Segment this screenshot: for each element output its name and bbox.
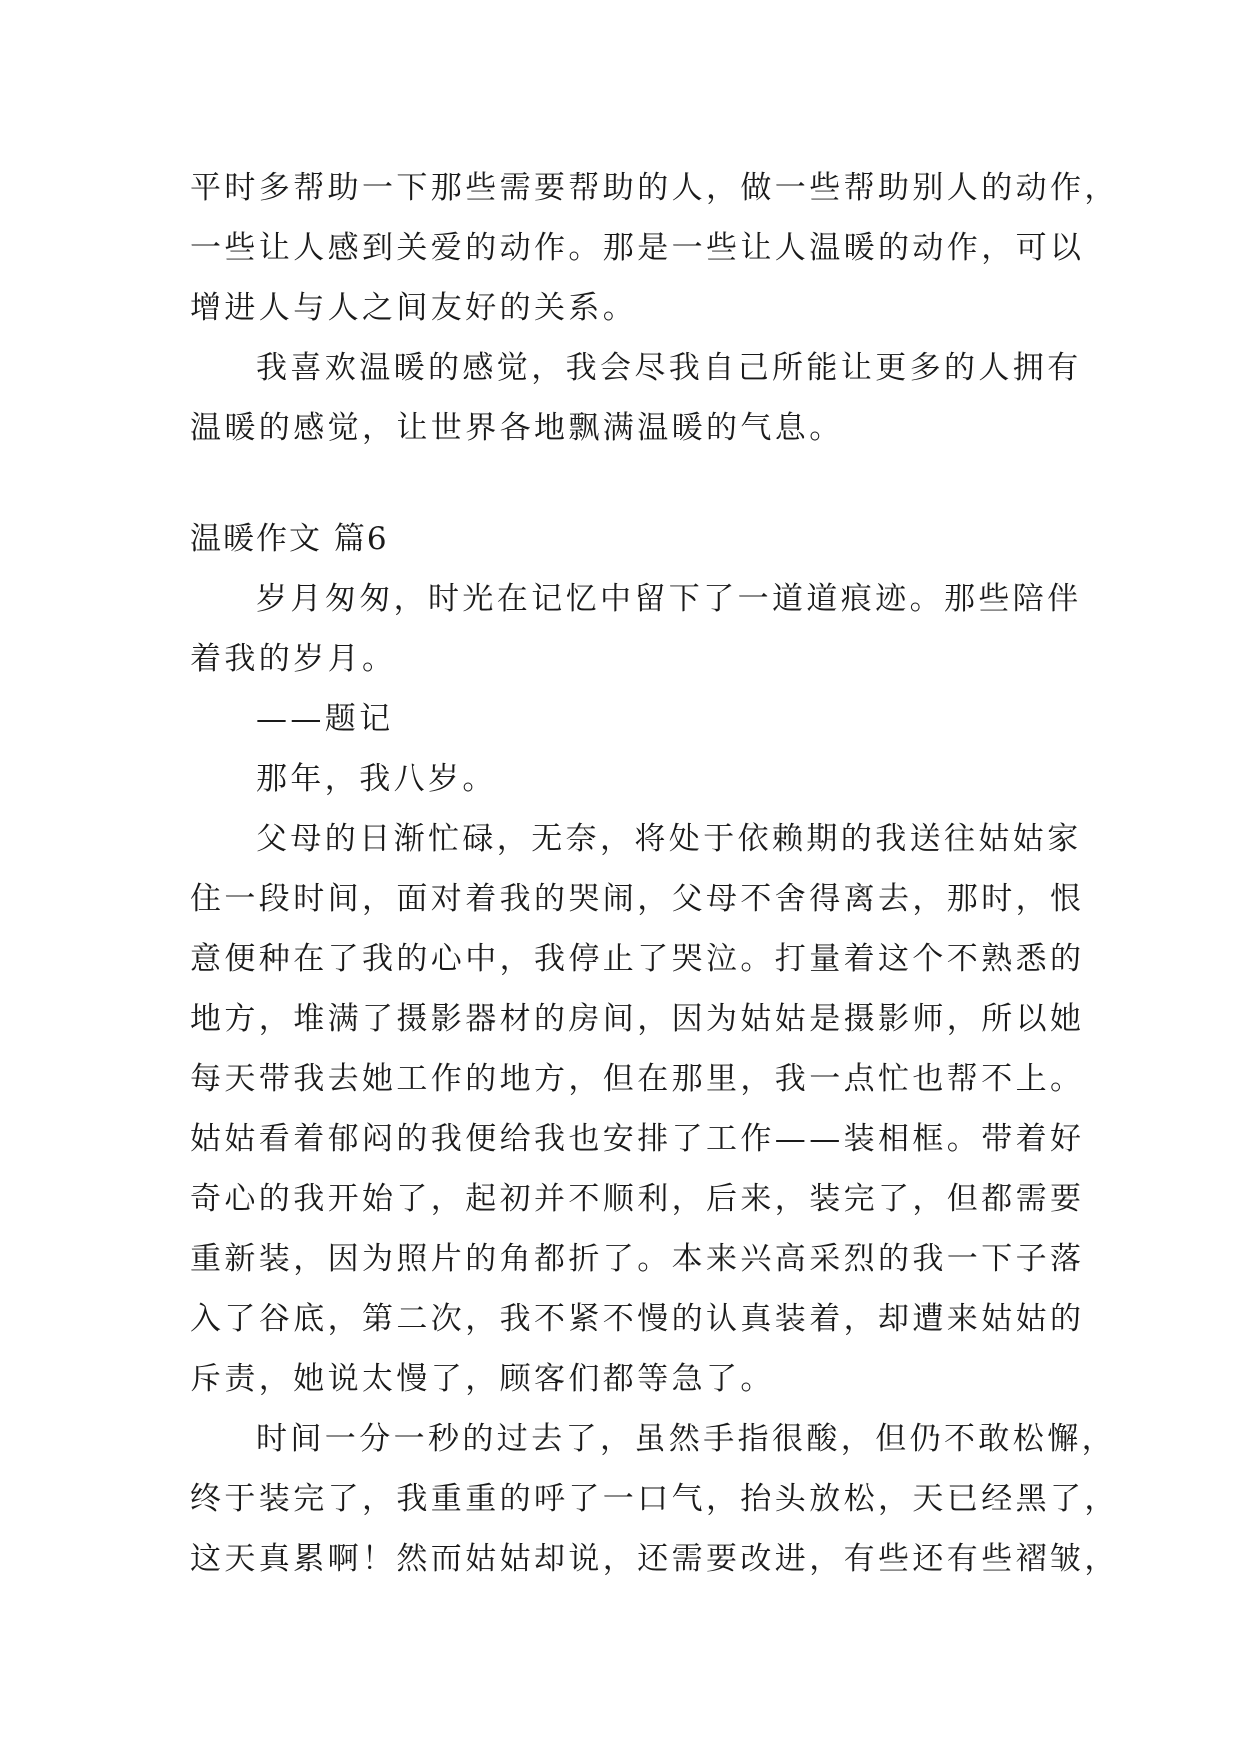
paragraph-line: 平时多帮助一下那些需要帮助的人，做一些帮助别人的动作，	[190, 170, 1119, 206]
paragraph-line: 一些让人感到关爱的动作。那是一些让人温暖的动作，可以	[190, 230, 1085, 266]
paragraph-line: 着我的岁月。	[190, 641, 397, 677]
paragraph-line: 这天真累啊！然而姑姑却说，还需要改进，有些还有些褶皱，	[190, 1541, 1119, 1577]
paragraph-line: 地方，堆满了摄影器材的房间，因为姑姑是摄影师，所以她	[190, 1001, 1085, 1037]
paragraph-line: 入了谷底，第二次，我不紧不慢的认真装着，却遭来姑姑的	[190, 1301, 1085, 1337]
paragraph-line: 奇心的我开始了，起初并不顺利，后来，装完了，但都需要	[190, 1181, 1085, 1217]
epigraph-attribution: ——题记	[256, 701, 394, 737]
paragraph-line: 温暖的感觉，让世界各地飘满温暖的气息。	[190, 410, 844, 446]
paragraph-line: 意便种在了我的心中，我停止了哭泣。打量着这个不熟悉的	[190, 941, 1085, 977]
paragraph-line: 终于装完了，我重重的呼了一口气，抬头放松，天已经黑了，	[190, 1481, 1119, 1517]
paragraph-line: 住一段时间，面对着我的哭闹，父母不舍得离去，那时，恨	[190, 881, 1085, 917]
paragraph-line: 父母的日渐忙碌，无奈，将处于依赖期的我送往姑姑家	[256, 821, 1082, 857]
paragraph-line: 岁月匆匆，时光在记忆中留下了一道道痕迹。那些陪伴	[256, 581, 1082, 617]
paragraph-line: 斥责，她说太慢了，顾客们都等急了。	[190, 1361, 775, 1397]
paragraph-line: 重新装，因为照片的角都折了。本来兴高采烈的我一下子落	[190, 1241, 1085, 1277]
section-heading: 温暖作文 篇6	[190, 521, 389, 557]
paragraph-line: 姑姑看着郁闷的我便给我也安排了工作——装相框。带着好	[190, 1121, 1085, 1157]
paragraph-line: 我喜欢温暖的感觉，我会尽我自己所能让更多的人拥有	[256, 350, 1082, 386]
paragraph-line: 每天带我去她工作的地方，但在那里，我一点忙也帮不上。	[190, 1061, 1085, 1097]
paragraph-line: 增进人与人之间友好的关系。	[190, 290, 638, 326]
paragraph-line: 那年，我八岁。	[256, 761, 497, 797]
paragraph-line: 时间一分一秒的过去了，虽然手指很酸，但仍不敢松懈，	[256, 1421, 1116, 1457]
